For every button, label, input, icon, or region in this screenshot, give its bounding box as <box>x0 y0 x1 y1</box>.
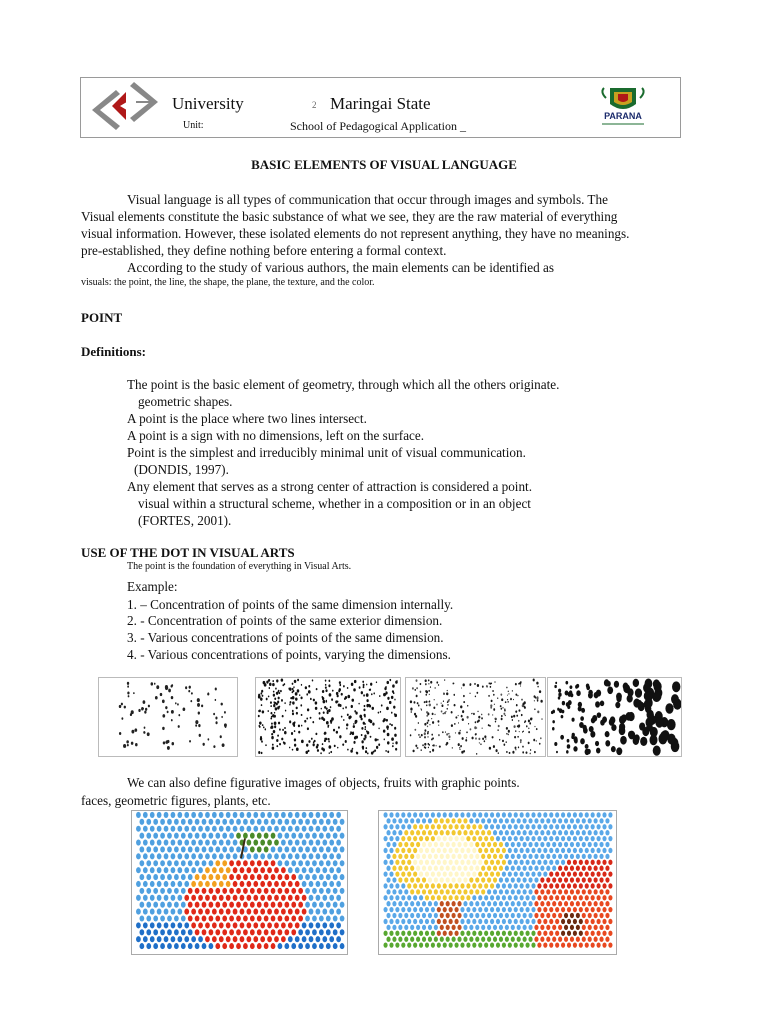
university-label: University <box>172 94 244 113</box>
definition-line: visual within a structural scheme, whether in a composition or in an object <box>138 496 531 511</box>
state-label: Maringai State <box>330 94 431 113</box>
dots-1 <box>119 682 227 750</box>
definition-line: (DONDIS, 1997). <box>134 462 229 477</box>
page-title: BASIC ELEMENTS OF VISUAL LANGUAGE <box>251 157 517 172</box>
apple-dots <box>136 812 344 949</box>
intro-line: According to the study of various authors, the main elements can be identified as <box>127 260 555 275</box>
dot-pattern-image-1 <box>98 677 238 757</box>
dot-pattern-image-2 <box>255 677 401 757</box>
pointillist-tree-house-image <box>378 810 617 955</box>
example-label: Example: <box>127 579 178 594</box>
intro-line: pre-established, they define nothing before entering a formal context. <box>81 243 447 258</box>
use-subtitle: The point is the foundation of everything in Visual Arts. <box>127 561 352 572</box>
dots-2 <box>258 678 398 754</box>
definition-line: Any element that serves as a strong center of attraction is considered a point. <box>127 479 533 494</box>
intro-line: visual information. However, these isolated elements do not represent anything, they have no meanings. <box>81 226 630 241</box>
dots-4 <box>551 678 682 755</box>
school-label: School of Pedagogical Application _ <box>290 119 466 133</box>
figurative-line: faces, geometric figures, plants, etc. <box>81 793 271 808</box>
definition-line: Point is the simplest and irreducibly minimal unit of visual communication. <box>127 445 526 460</box>
university-logo <box>90 80 160 132</box>
definition-line: A point is a sign with no dimensions, left on the surface. <box>127 428 425 443</box>
use-heading: USE OF THE DOT IN VISUAL ARTS <box>81 545 295 560</box>
definition-line: A point is the place where two lines intersect. <box>127 411 367 426</box>
dots-3 <box>410 678 543 754</box>
definitions-heading: Definitions: <box>81 344 146 359</box>
dot-pattern-image-4 <box>547 677 682 757</box>
parana-logo <box>592 84 654 128</box>
example-item: 2. - Concentration of points of the same exterior dimension. <box>127 613 443 628</box>
figurative-line: We can also define figurative images of objects, fruits with graphic points. <box>127 775 520 790</box>
tree-dots <box>383 812 612 948</box>
parana-text: PARANA <box>604 111 642 121</box>
header-mark: 2 <box>312 100 317 110</box>
intro-line: Visual elements constitute the basic substance of what we see, they are the raw material of everything <box>81 209 618 224</box>
definition-line: The point is the basic element of geometry, through which all the others originate. <box>127 377 560 392</box>
example-item: 3. - Various concentrations of points of the same dimension. <box>127 630 444 645</box>
intro-line: Visual language is all types of communication that occur through images and symbols. The <box>127 192 608 207</box>
intro-line: visuals: the point, the line, the shape, the plane, the texture, and the color. <box>81 277 375 288</box>
pointillist-apple-image <box>131 810 348 955</box>
example-item: 1. – Concentration of points of the same dimension internally. <box>127 597 454 612</box>
point-heading: POINT <box>81 310 123 325</box>
dot-pattern-image-3 <box>405 677 546 757</box>
definition-line: geometric shapes. <box>138 394 233 409</box>
unit-label: Unit: <box>183 120 204 131</box>
definition-line: (FORTES, 2001). <box>138 513 232 528</box>
example-item: 4. - Various concentrations of points, varying the dimensions. <box>127 647 451 662</box>
